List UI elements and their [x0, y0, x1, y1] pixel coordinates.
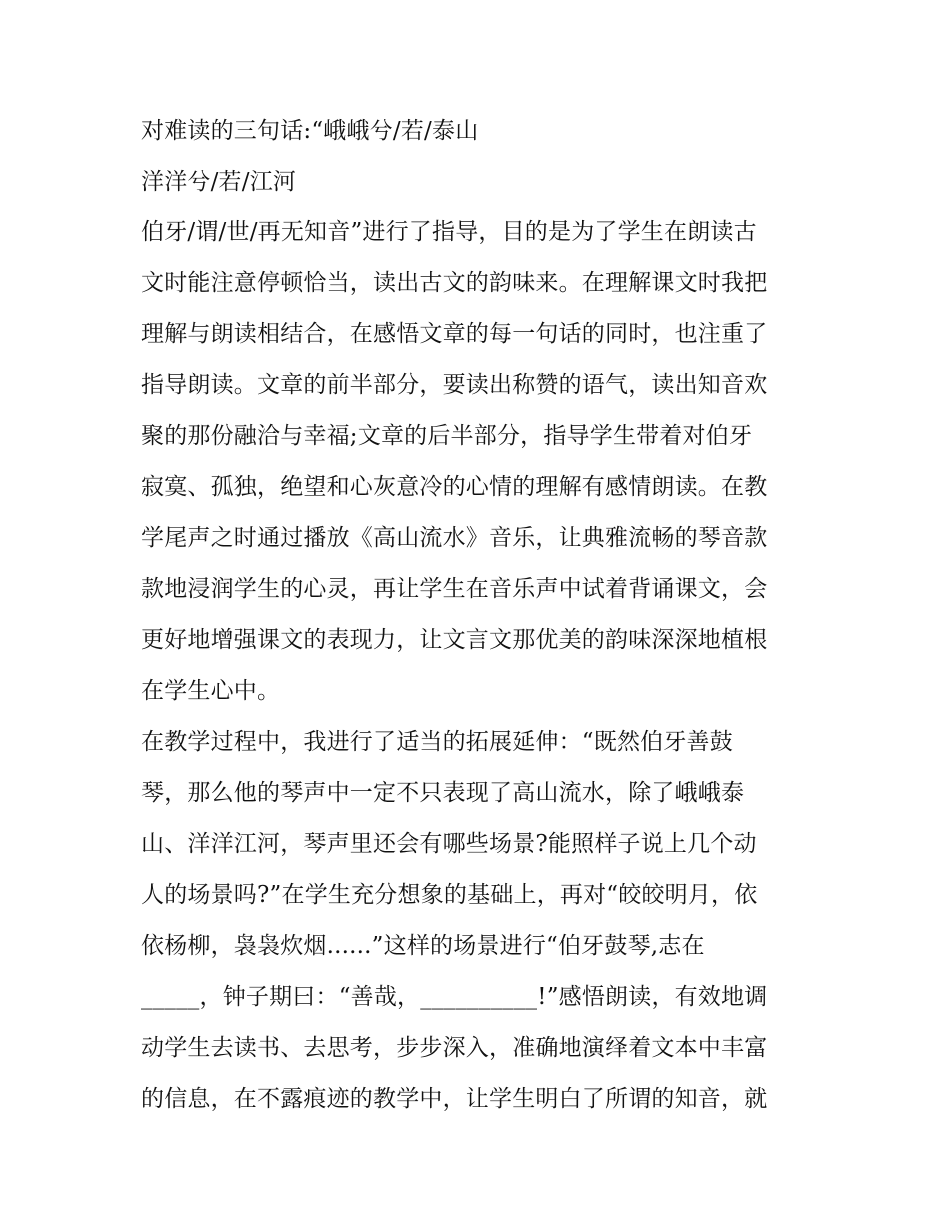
text-line: 款地浸润学生的心灵，再让学生在音乐声中试着背诵课文，会	[141, 576, 768, 602]
text-line: 在学生心中。	[141, 678, 281, 704]
text-line: 理解与朗读相结合，在感悟文章的每一句话的同时，也注重了	[141, 321, 768, 347]
text-line: 琴，那么他的琴声中一定不只表现了高山流水，除了峨峨泰	[141, 780, 745, 806]
text-line: 文时能注意停顿恰当，读出古文的韵味来。在理解课文时我把	[141, 270, 768, 296]
text-line: 人的场景吗?”在学生充分想象的基础上，再对“皎皎明月，依	[141, 882, 758, 908]
document-text	[141, 112, 821, 1125]
text-line: 更好地增强课文的表现力，让文言文那优美的韵味深深地植根	[141, 627, 768, 653]
text-line: 在教学过程中，我进行了适当的拓展延伸：“既然伯牙善鼓	[141, 729, 733, 755]
text-line: 依杨柳，袅袅炊烟......”这样的场景进行“伯牙鼓琴,志在	[141, 933, 705, 959]
text-line: 动学生去读书、去思考，步步深入，准确地演绎着文本中丰富	[141, 1035, 768, 1061]
text-line: 山、洋洋江河，琴声里还会有哪些场景?能照样子说上几个动	[141, 831, 757, 857]
text-line: _____，钟子期曰：“善哉，__________!”感悟朗读，有效地调	[141, 984, 768, 1010]
text-line: 对难读的三句话:“峨峨兮/若/泰山	[141, 118, 479, 144]
text-line: 寂寞、孤独，绝望和心灰意冷的心情的理解有感情朗读。在教	[141, 474, 768, 500]
text-line: 伯牙/谓/世/再无知音”进行了指导，目的是为了学生在朗读古	[141, 219, 757, 245]
text-line: 洋洋兮/若/江河	[141, 169, 297, 195]
text-line: 学尾声之时通过播放《高山流水》音乐，让典雅流畅的琴音款	[141, 525, 768, 551]
text-line: 的信息，在不露痕迹的教学中，让学生明白了所谓的知音，就	[141, 1086, 768, 1112]
text-line: 指导朗读。文章的前半部分，要读出称赞的语气，读出知音欢	[141, 372, 768, 398]
text-line: 聚的那份融洽与幸福;文章的后半部分，指导学生带着对伯牙	[141, 423, 753, 449]
